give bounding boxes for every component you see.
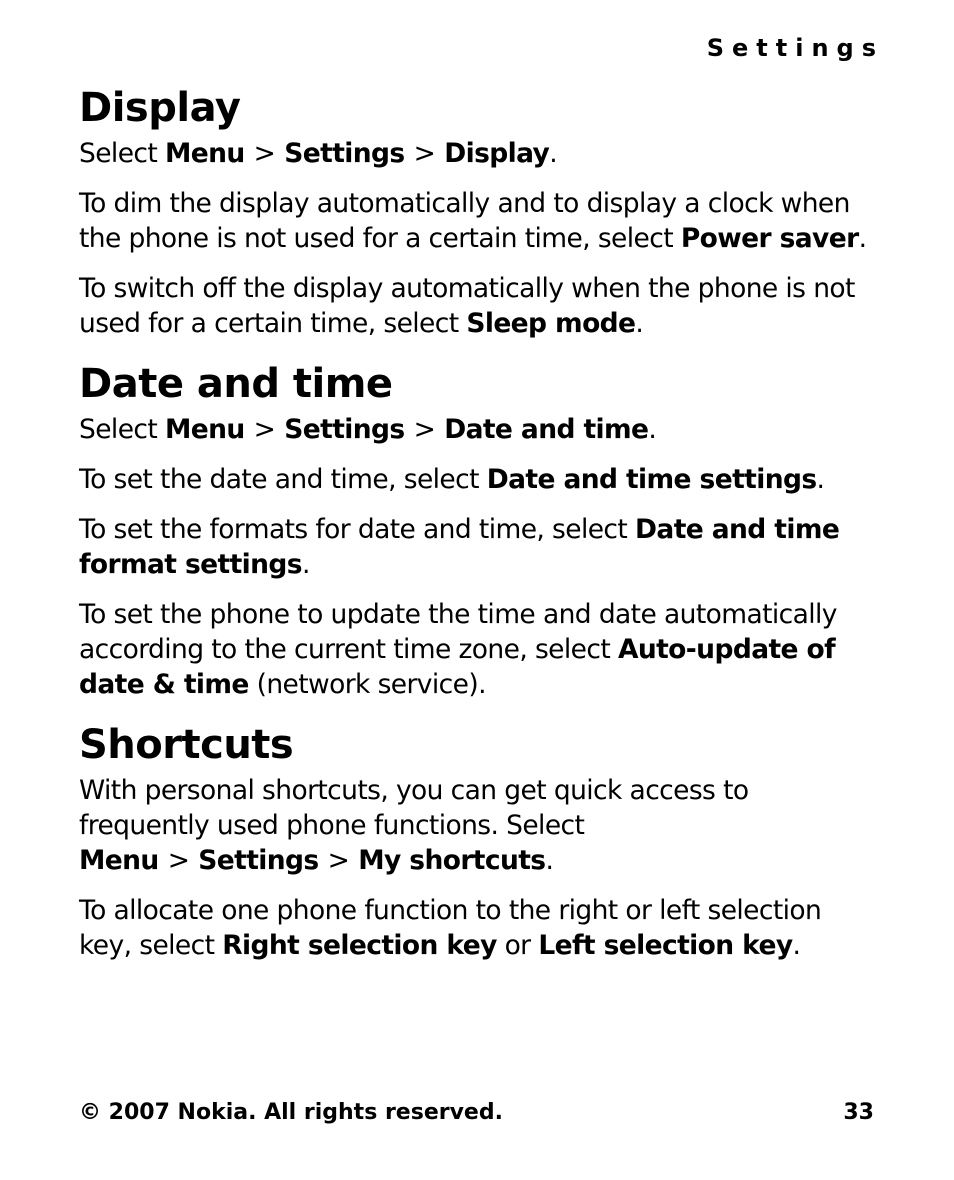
- path-separator: >: [253, 138, 276, 169]
- option-power-saver: Power saver: [680, 223, 859, 254]
- paragraph-auto-update: To set the phone to update the time and date automatically according to the current time zone, select Auto-update of date & time (network service).: [79, 599, 837, 700]
- paragraph-personal-shortcuts: With personal shortcuts, you can get quick access to frequently used phone functions. Select Menu > Settings > My shortcuts.: [79, 775, 749, 876]
- path-separator: >: [167, 845, 190, 876]
- option-date-time-settings: Date and time settings: [486, 464, 817, 495]
- path-separator: >: [413, 138, 436, 169]
- paragraph-power-saver: To dim the display automatically and to display a clock when the phone is not used for a certain time, select Power saver.: [79, 188, 867, 254]
- section-display: [79, 80, 879, 341]
- menu-term: Menu: [164, 138, 245, 169]
- copyright-notice: © 2007 Nokia. All rights reserved.: [79, 1100, 503, 1125]
- page-number: 33: [843, 1100, 874, 1125]
- section-title-display: Display: [79, 85, 241, 131]
- path-separator: >: [327, 845, 350, 876]
- page-footer: [79, 1100, 874, 1125]
- menu-term: Menu: [79, 845, 159, 876]
- section-shortcuts: [79, 717, 879, 963]
- settings-term: Settings: [284, 414, 405, 445]
- settings-term: Settings: [198, 845, 319, 876]
- option-right-selection-key: Right selection key: [222, 930, 497, 961]
- section-title-date-time: Date and time: [79, 361, 393, 407]
- path-separator: >: [413, 414, 436, 445]
- date-time-term: Date and time: [444, 414, 649, 445]
- my-shortcuts-term: My shortcuts: [358, 845, 546, 876]
- menu-path-date-time: Select Menu > Settings > Date and time.: [79, 414, 657, 445]
- settings-term: Settings: [284, 138, 405, 169]
- menu-path-display: Select Menu > Settings > Display.: [79, 138, 558, 169]
- page-content: [79, 80, 879, 978]
- section-date-time: [79, 356, 879, 702]
- option-format-settings: Date and time format settings: [79, 514, 840, 580]
- paragraph-sleep-mode: To switch off the display automatically when the phone is not used for a certain time, select Sleep mode.: [79, 273, 855, 339]
- paragraph-selection-keys: To allocate one phone function to the right or left selection key, select Right selection key or Left selection key.: [79, 895, 822, 961]
- section-title-shortcuts: Shortcuts: [79, 722, 294, 768]
- option-sleep-mode: Sleep mode: [466, 308, 636, 339]
- option-left-selection-key: Left selection key: [538, 930, 793, 961]
- path-separator: >: [253, 414, 276, 445]
- option-auto-update: Auto-update of date & time: [79, 634, 836, 700]
- running-header: Settings: [706, 34, 884, 62]
- display-term: Display: [444, 138, 550, 169]
- paragraph-format-settings: To set the formats for date and time, select Date and time format settings.: [79, 514, 840, 580]
- menu-term: Menu: [164, 414, 245, 445]
- paragraph-date-time-settings: To set the date and time, select Date and time settings.: [79, 464, 825, 495]
